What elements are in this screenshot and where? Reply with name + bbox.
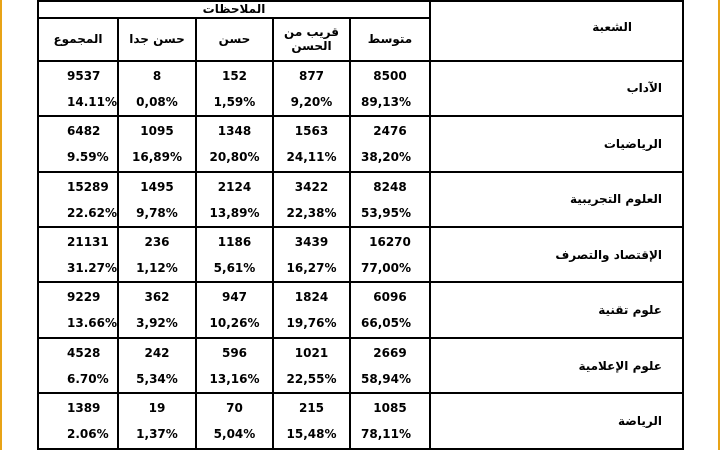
near-good-cell <box>273 227 350 282</box>
very-good-count: 1495 <box>140 179 174 194</box>
average-percent: 66,05% <box>361 316 411 331</box>
very-good-percent: 1,37% <box>136 427 178 442</box>
branch-name: الآداب <box>430 61 683 116</box>
branch-name: الرياضيات <box>430 116 683 171</box>
total-count: 9537 <box>67 68 101 83</box>
total-count: 1389 <box>67 401 101 416</box>
average-cell <box>350 172 430 227</box>
good-count: 1348 <box>217 124 252 139</box>
good-cell <box>196 338 273 393</box>
very-good-count: 236 <box>144 234 170 249</box>
table-row <box>38 61 683 116</box>
branch-name: العلوم التجريبية <box>430 172 683 227</box>
total-cell <box>38 393 118 449</box>
total-percent: 9.59% <box>67 150 109 165</box>
average-cell <box>350 338 430 393</box>
table-row <box>38 172 683 227</box>
branch-name: علوم الإعلامية <box>430 338 683 393</box>
good-count: 70 <box>226 401 243 416</box>
total-count: 15289 <box>67 179 109 194</box>
total-cell <box>38 282 118 337</box>
very-good-cell <box>118 393 196 449</box>
branch-name: علوم تقنية <box>430 282 683 337</box>
very-good-count: 1095 <box>140 124 174 139</box>
average-count: 16270 <box>369 234 411 249</box>
good-count: 2124 <box>217 179 252 194</box>
good-cell <box>196 393 273 449</box>
total-count: 4528 <box>67 345 101 360</box>
good-percent: 5,04% <box>213 427 256 442</box>
near-good-count: 877 <box>298 68 325 83</box>
near-good-percent: 22,55% <box>286 371 337 386</box>
near-good-cell <box>273 116 350 171</box>
table-row <box>38 282 683 337</box>
very-good-cell <box>118 172 196 227</box>
average-cell <box>350 116 430 171</box>
very-good-column-header: حسن جدا <box>118 18 196 60</box>
near-good-count: 215 <box>298 401 325 416</box>
very-good-count: 8 <box>152 68 162 83</box>
total-cell <box>38 61 118 116</box>
total-count: 6482 <box>67 124 101 139</box>
near-good-cell <box>273 393 350 449</box>
average-percent: 58,94% <box>361 371 411 386</box>
very-good-percent: 0,08% <box>136 94 178 109</box>
good-column-header: حسن <box>196 18 273 60</box>
average-count: 2476 <box>373 124 407 139</box>
good-count: 947 <box>221 290 248 305</box>
average-count: 8500 <box>373 68 407 83</box>
table-row <box>38 338 683 393</box>
very-good-percent: 9,78% <box>136 205 178 220</box>
good-percent: 1,59% <box>213 94 256 109</box>
very-good-cell <box>118 61 196 116</box>
table-row <box>38 227 683 282</box>
near-good-count: 3439 <box>294 234 329 249</box>
near-good-count: 1824 <box>294 290 329 305</box>
near-good-percent: 22,38% <box>286 205 337 220</box>
good-cell <box>196 61 273 116</box>
very-good-percent: 16,89% <box>132 150 182 165</box>
good-percent: 13,16% <box>209 371 260 386</box>
very-good-cell <box>118 282 196 337</box>
very-good-cell <box>118 227 196 282</box>
branch-name: الرياضة <box>430 393 683 449</box>
branch-column-header: الشعبة <box>430 1 683 61</box>
very-good-count: 19 <box>148 401 166 416</box>
average-percent: 38,20% <box>361 150 411 165</box>
near-good-count: 1021 <box>294 345 329 360</box>
total-percent: 6.70% <box>67 371 109 386</box>
good-percent: 13,89% <box>209 205 260 220</box>
good-count: 1186 <box>217 234 252 249</box>
total-cell <box>38 338 118 393</box>
very-good-count: 242 <box>144 345 170 360</box>
total-percent: 31.27% <box>67 260 117 275</box>
total-cell <box>38 172 118 227</box>
average-column-header: متوسط <box>350 18 430 60</box>
total-percent: 14.11% <box>67 94 117 109</box>
results-table <box>37 0 684 450</box>
near-good-cell <box>273 338 350 393</box>
average-cell <box>350 227 430 282</box>
table-row <box>38 393 683 449</box>
total-percent: 22.62% <box>67 205 117 220</box>
table-row <box>38 116 683 171</box>
total-count: 9229 <box>67 290 101 305</box>
total-cell <box>38 116 118 171</box>
good-percent: 5,61% <box>213 260 256 275</box>
very-good-count: 362 <box>144 290 170 305</box>
near-good-count: 3422 <box>294 179 329 194</box>
average-count: 6096 <box>373 290 407 305</box>
very-good-cell <box>118 338 196 393</box>
good-cell <box>196 116 273 171</box>
good-cell <box>196 227 273 282</box>
average-percent: 78,11% <box>361 427 411 442</box>
total-percent: 2.06% <box>67 427 109 442</box>
branch-name: الإقتصاد والتصرف <box>430 227 683 282</box>
total-count: 21131 <box>67 234 109 249</box>
average-count: 2669 <box>373 345 407 360</box>
good-percent: 20,80% <box>209 150 260 165</box>
very-good-percent: 5,34% <box>136 371 178 386</box>
near-good-percent: 16,27% <box>286 260 337 275</box>
good-cell <box>196 172 273 227</box>
notes-header: الملاحظات <box>38 1 430 18</box>
near-good-count: 1563 <box>294 124 329 139</box>
near-good-cell <box>273 61 350 116</box>
good-percent: 10,26% <box>209 316 260 331</box>
average-percent: 89,13% <box>361 94 411 109</box>
total-column-header: المجموع <box>38 18 118 60</box>
near-good-cell <box>273 282 350 337</box>
good-count: 152 <box>221 68 248 83</box>
good-count: 596 <box>221 345 248 360</box>
average-percent: 53,95% <box>361 205 411 220</box>
total-cell <box>38 227 118 282</box>
near-good-percent: 24,11% <box>286 150 337 165</box>
average-count: 8248 <box>373 179 407 194</box>
average-cell <box>350 61 430 116</box>
average-cell <box>350 282 430 337</box>
very-good-percent: 1,12% <box>136 260 178 275</box>
good-cell <box>196 282 273 337</box>
average-count: 1085 <box>373 401 407 416</box>
very-good-percent: 3,92% <box>136 316 178 331</box>
very-good-cell <box>118 116 196 171</box>
total-percent: 13.66% <box>67 316 117 331</box>
near-good-percent: 19,76% <box>286 316 337 331</box>
near-good-percent: 15,48% <box>286 427 337 442</box>
near-good-column-header: قريب من الحسن <box>273 18 350 60</box>
near-good-cell <box>273 172 350 227</box>
near-good-percent: 9,20% <box>290 94 333 109</box>
average-cell <box>350 393 430 449</box>
average-percent: 77,00% <box>361 260 411 275</box>
